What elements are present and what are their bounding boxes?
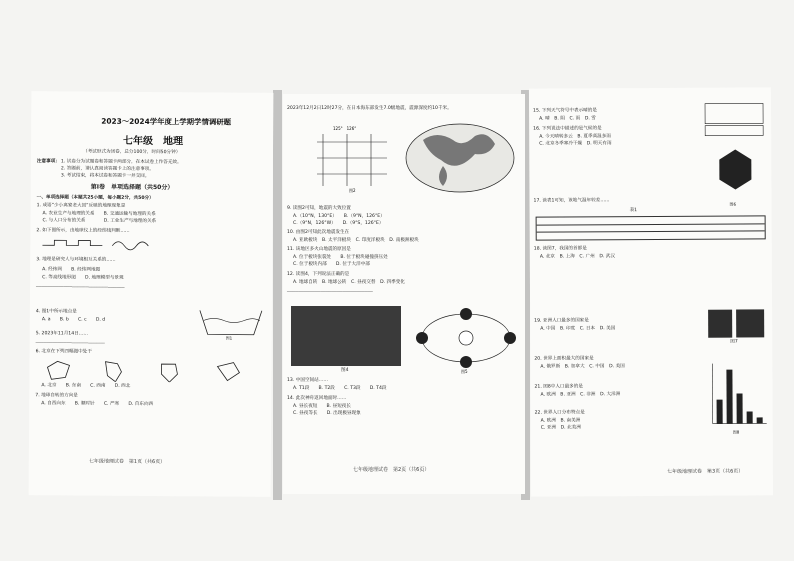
question-line: A. 中国 B. 印度 C. 日本 D. 美国 — [540, 326, 616, 332]
question-line: 3. 地理是研究人与环境相互关系的…… — [36, 257, 116, 263]
exam-subject: 七年级 地理 — [123, 135, 184, 148]
question-line: A. 欧洲 B. 南美洲 — [540, 418, 581, 424]
figure-6-label: 图6 — [729, 201, 737, 207]
question-line: 1. 成语“少小离家老大回”反映的地理现象是 — [36, 203, 126, 209]
figure-1-basin — [198, 306, 264, 340]
figure-5-label: 图5 — [461, 369, 468, 374]
question-line: A. 晴 B. 阴 C. 雨 D. 雪 — [539, 116, 596, 122]
question-line: 11. 该地区多火山地震的原因是 — [287, 247, 351, 252]
question-line: A. 欧洲 B. 亚洲 C. 非洲 D. 大洋洲 — [540, 392, 621, 398]
question-line: 13. 中国空间站…… — [287, 378, 328, 383]
question-line: C. 位于板块内部 D. 位于大洋中部 — [293, 262, 370, 267]
question-line: 6. 北京在下列四幅图中处于 — [35, 349, 93, 355]
question-line: C. 与人口分布的关系 D. 工业生产与地理的关系 — [42, 218, 157, 225]
section-heading: 一、单项选择题（本题共25小题，每小题2分，共50分） — [36, 195, 154, 202]
question-line: C. 等高线地形图 D. 地理模型与景观 — [42, 275, 124, 281]
figure-7-photo — [736, 309, 764, 337]
figure-2-grid — [313, 124, 393, 194]
reading-passage: ───────────────────────── — [35, 341, 105, 347]
svg-text:125° 126°: 125° 126° — [333, 126, 357, 131]
question-line: A. 北京 B. 东南 C. 西南 D. 西北 — [41, 383, 131, 389]
question-line: A. 昼长夜短 B. 昼短夜长 — [293, 404, 351, 409]
reading-passage: ─────────────────────────────── — [287, 290, 373, 295]
question-line: C. 北京冬季寒冷干燥 D. 明天有雨 — [539, 141, 612, 147]
climate-table — [536, 215, 766, 240]
figure-4-label: 图4 — [341, 368, 349, 373]
question-line: C.（9°N，126°W） D.（9°S，126°E） — [293, 221, 384, 226]
notice-label: 注意事项： — [36, 159, 60, 165]
question-line: A. 北京 B. 上海 C. 广州 D. 武汉 — [539, 254, 616, 260]
exam-page-3 — [529, 87, 773, 496]
question-line: 5. 2023年11月14日…… — [35, 331, 88, 337]
question-line: A. 亚欧板块 B. 太平洋板块 C. 印度洋板块 D. 南极洲板块 — [293, 238, 419, 243]
question-line: 9. 读图2可知，地震的大致位置 — [287, 206, 351, 211]
question-line: 17. 读表1可知，该地气温年较差…… — [533, 198, 610, 204]
question-line: 22. 世界人口分布特点是 — [534, 410, 585, 416]
notice-line: 2. 答题前，请认真阅读答题卡上的注意事项。 — [60, 166, 155, 173]
figure-5-orbit — [411, 302, 521, 374]
question-line: 4. 图1中所示地点是 — [35, 309, 77, 315]
question-line: A. 俄罗斯 B. 加拿大 C. 中国 D. 美国 — [540, 364, 625, 370]
exam-page-1 — [29, 91, 274, 497]
question-line: 10. 由图2可知此次地震发生在 — [287, 230, 350, 235]
question-line: 18. 读图7，我国的首都是 — [533, 246, 587, 252]
question-line: A. 位于板块张裂处 B. 位于板块碰撞挤压处 — [293, 255, 388, 260]
page-footer: 七年级地理试卷 第2页（共6页） — [353, 467, 430, 473]
question-line: A.（10°N，130°E） B.（9°N，126°E） — [293, 214, 385, 219]
figure-3-plate-map — [403, 120, 518, 198]
question-line: A. 地球自转 B. 地球公转 C. 昼夜交替 D. 四季变化 — [293, 280, 405, 285]
question-line: A. 农业生产与地理的关系 B. 交通运输与地理的关系 — [42, 211, 156, 218]
exam-page-2 — [283, 94, 525, 494]
question-line: 20. 世界上面积最大的国家是 — [534, 356, 594, 362]
continent-shapes — [39, 357, 263, 383]
figure-7-label: 图7 — [730, 339, 738, 345]
question-line: 7. 地球自转的方向是 — [35, 393, 78, 399]
table-label: 表1 — [629, 208, 638, 214]
question-line: 15. 下列天气符号中表示晴的是 — [533, 108, 597, 114]
question-line: A. 自西向东 B. 顺时针 C. 严寒 D. 自东向西 — [41, 401, 154, 408]
page-footer: 七年级地理试卷 第3页（共6页） — [666, 468, 744, 475]
svg-text:图1: 图1 — [225, 335, 233, 341]
part-heading: 第Ⅰ卷 单项选择题（共50分） — [90, 183, 174, 192]
question-line: 19. 亚洲人口最多的国家是 — [534, 318, 589, 324]
figure-7-photo — [708, 310, 732, 338]
question-line: A. T1段 B. T2段 C. T3段 D. T4段 — [293, 386, 387, 391]
exam-note: （考试形式为闭卷，总分100分，时间50分钟） — [82, 149, 181, 156]
question-line: 14. 此次神舟返回地面时…… — [287, 396, 347, 401]
question-line: A. 今天晴转多云 B. 夏季高温多雨 — [539, 134, 611, 140]
exam-title: 2023～2024学年度上学期学情调研题 — [101, 116, 232, 127]
figure-8-label: 图8 — [732, 429, 740, 435]
question-line: 16. 下列说法中描述的是气候的是 — [533, 126, 602, 132]
reading-passage: ──────────────────────────────── — [36, 285, 125, 291]
page-gutter — [273, 90, 282, 500]
question-line: C. 昼夜等长 D. 出现极昼现象 — [293, 411, 361, 416]
question-intro: 2023年12月2日12时27分，在日本海东部发生7.0级地震，震源深度约10千米。 — [287, 106, 452, 111]
question-figure — [42, 237, 162, 252]
figure-2-label: 图2 — [349, 188, 356, 193]
page-footer: 七年级地理试卷 第1页（共6页） — [88, 458, 166, 466]
question-line: 2. 如下图所示，由地球仪上的经纬线判断…… — [36, 228, 130, 234]
question-line: C. 亚洲 D. 北美洲 — [540, 425, 581, 431]
figure-4-photo — [291, 306, 401, 366]
question-line: 21. 图8中人口最多的是 — [534, 384, 583, 390]
figure-6-weather-chart — [703, 101, 768, 211]
question-line: A. 经纬网 B. 经纬网地图 — [42, 267, 101, 273]
notice-line: 1. 试卷分为试题卷和答题卡两部分，在本试卷上作答无效。 — [60, 159, 182, 166]
question-line: 12. 读图4，下列说法正确的是 — [287, 272, 350, 277]
figure-8-bar-chart — [706, 359, 768, 437]
notice-line: 3. 考试结束，将本试卷和答题卡一并交回。 — [60, 173, 150, 179]
question-line: A. a B. b C. c D. d — [41, 317, 106, 323]
